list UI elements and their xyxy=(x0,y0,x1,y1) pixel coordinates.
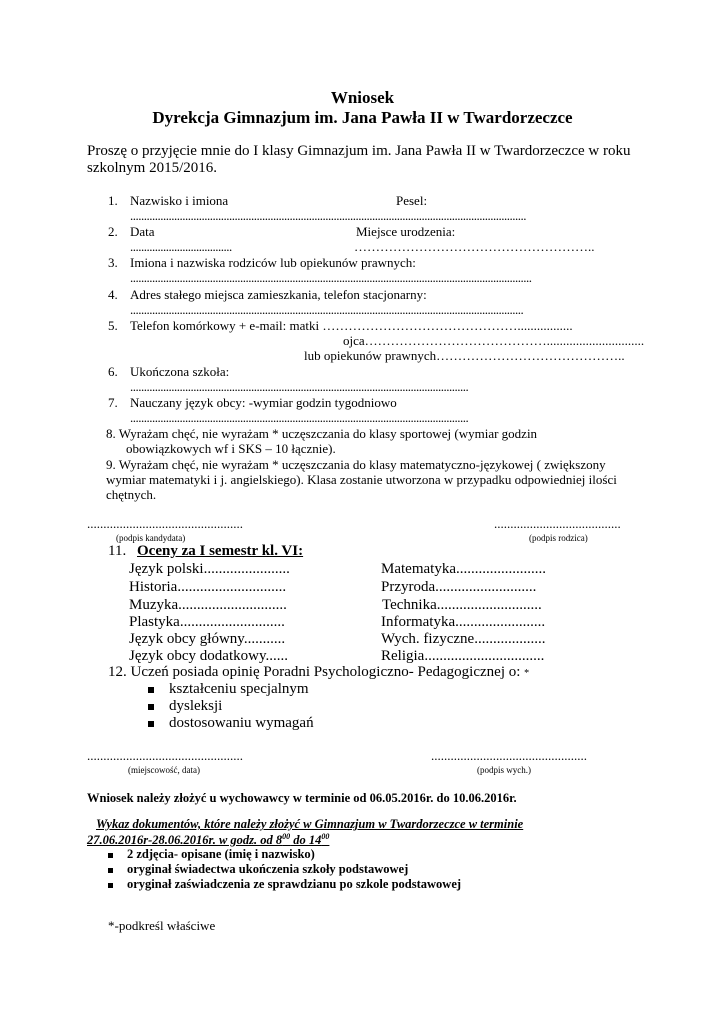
grade-left-row[interactable]: Plastyka............................ xyxy=(129,614,285,630)
opinion-option-label: kształceniu specjalnym xyxy=(169,681,309,697)
docs-item xyxy=(108,862,408,877)
bullet-square-icon xyxy=(148,721,154,727)
teacher-signature-line[interactable]: ................................................ xyxy=(431,748,587,763)
field-1-input-line[interactable]: ................................................................................................................................................ xyxy=(130,208,526,223)
opinion-line xyxy=(108,664,529,681)
opinion-option-label: dostosowaniu wymagań xyxy=(169,715,314,731)
field-6-label: Ukończona szkoła: xyxy=(130,364,230,379)
docs-item-label: oryginał świadectwa ukończenia szkoły podstawowej xyxy=(127,862,409,876)
grade-right-row[interactable]: Religia................................ xyxy=(381,648,545,664)
parent-signature-line[interactable]: ....................................... xyxy=(494,516,621,531)
field-7-number: 7. xyxy=(108,395,118,410)
teacher-signature-caption: (podpis wych.) xyxy=(477,765,531,775)
field-4-input-line[interactable]: ............................................................................................................................................... xyxy=(130,302,524,317)
bullet-square-icon xyxy=(108,883,113,888)
intro-line-1: Proszę o przyjęcie mnie do I klasy Gimnazjum im. Jana Pawła II w Twardorzeczce w roku xyxy=(87,143,631,159)
field-3-number: 3. xyxy=(108,255,118,270)
opinion-option[interactable] xyxy=(148,715,314,732)
opinion-star: * xyxy=(524,668,530,679)
bullet-square-icon xyxy=(108,868,113,873)
field-3-input-line[interactable]: .................................................................................................................................................. xyxy=(130,270,532,285)
grade-right-row[interactable]: Informatyka........................ xyxy=(381,614,546,630)
deadline-note: Wniosek należy złożyć u wychowawcy w terminie od 06.05.2016r. do 10.06.2016r. xyxy=(87,791,517,805)
document-title: Wniosek xyxy=(330,88,395,107)
bullet-square-icon xyxy=(148,704,154,710)
docs-item xyxy=(108,847,315,862)
birthdate-input-line[interactable]: ..................................... xyxy=(130,239,232,254)
grade-right-row[interactable]: Wych. fizyczne................... xyxy=(381,631,546,647)
grade-left-row[interactable]: Język polski....................... xyxy=(129,561,290,577)
grade-right-row[interactable]: Matematyka........................ xyxy=(381,561,546,577)
field-9-line-1: 9. Wyrażam chęć, nie wyrażam * uczęszczania do klasy matematyczno-językowej ( zwiększony xyxy=(106,457,606,472)
field-8-line-1: 8. Wyrażam chęć, nie wyrażam * uczęszczania do klasy sportowej (wymiar godzin xyxy=(106,426,538,441)
document-subtitle: Dyrekcja Gimnazjum im. Jana Pawła II w Twardorzeczce xyxy=(152,108,573,127)
opinion-option[interactable] xyxy=(148,698,222,715)
grade-left-row[interactable]: Język obcy główny........... xyxy=(129,631,286,647)
field-1-label: Nazwisko i imiona xyxy=(130,193,229,208)
opinion-option[interactable] xyxy=(148,681,309,698)
candidate-signature-caption: (podpis kandydata) xyxy=(116,533,186,543)
docs-dates: 27.06.2016r-28.06.2016r. w godz. od 8 xyxy=(87,833,283,848)
bullet-square-icon xyxy=(108,853,113,858)
docs-hour-sup-2: 00 xyxy=(321,832,330,841)
field-4-label: Adres stałego miejsca zamieszkania, telefon stacjonarny: xyxy=(130,287,427,302)
grade-left-row[interactable]: Język obcy dodatkowy...... xyxy=(129,648,288,664)
docs-heading-line-1: Wykaz dokumentów, które należy złożyć w Gimnazjum w Twardorzeczce w terminie xyxy=(96,817,524,831)
field-4-number: 4. xyxy=(108,287,118,302)
place-date-line[interactable]: ................................................ xyxy=(87,748,243,763)
docs-item-label: oryginał zaświadczenia ze sprawdzianu po szkole podstawowej xyxy=(127,877,462,891)
place-date-caption: (miejscowość, data) xyxy=(128,765,200,775)
grade-right-row[interactable]: Przyroda........................... xyxy=(381,579,537,595)
grades-number: 11. xyxy=(108,543,127,559)
grade-right-row[interactable]: Technika............................ xyxy=(382,597,542,613)
grade-left-row[interactable]: Muzyka............................. xyxy=(129,597,287,613)
field-9-line-2: wymiar matematyki i j. angielskiego). Klasa zostanie utworzona w przypadku odpowiedniej ilości xyxy=(106,472,617,487)
docs-hours-to: do 14 xyxy=(290,833,322,848)
docs-heading-line-2 xyxy=(87,832,329,848)
field-6-input-line[interactable]: ........................................................................................................................... xyxy=(130,379,469,394)
birthplace-input-line[interactable]: ……………………………………………….. xyxy=(354,239,595,254)
opinion-text: 12. Uczeń posiada opinię Poradni Psychologiczno- Pedagogicznej o: xyxy=(108,664,521,680)
footnote: *-podkreśl właściwe xyxy=(108,918,216,933)
father-phone-line[interactable]: ojca…………………………………….............................. xyxy=(343,333,645,348)
field-7-input-line[interactable]: ........................................................................................................................... xyxy=(130,410,469,425)
parent-signature-caption: (podpis rodzica) xyxy=(529,533,588,543)
field-6-number: 6. xyxy=(108,364,118,379)
field-7-label: Nauczany język obcy: -wymiar godzin tygodniowo xyxy=(130,395,397,410)
field-3-label: Imiona i nazwiska rodziców lub opiekunów prawnych: xyxy=(130,255,416,270)
field-2-number: 2. xyxy=(108,224,118,239)
candidate-signature-line[interactable]: ................................................ xyxy=(87,516,243,531)
field-9-line-3: chętnych. xyxy=(106,487,157,502)
grades-heading: Oceny za I semestr kl. VI: xyxy=(137,543,304,559)
opinion-option-label: dysleksji xyxy=(169,698,223,714)
field-2-label: Data xyxy=(130,224,155,239)
field-1-number: 1. xyxy=(108,193,118,208)
docs-hour-sup-1: 00 xyxy=(282,832,291,841)
intro-line-2: szkolnym 2015/2016. xyxy=(87,160,217,176)
docs-item xyxy=(108,877,461,892)
docs-item-label: 2 zdjęcia- opisane (imię i nazwisko) xyxy=(127,847,315,861)
bullet-square-icon xyxy=(148,687,154,693)
guardian-phone-line[interactable]: lub opiekunów prawnych…………………………………….. xyxy=(304,348,625,363)
birthplace-label: Miejsce urodzenia: xyxy=(356,224,456,239)
mother-phone-line[interactable]: Telefon komórkowy + e-mail: matki ………………………………………................. xyxy=(130,318,573,333)
field-8-line-2: obowiązkowych wf i SKS – 10 łącznie). xyxy=(126,441,336,456)
pesel-label: Pesel: xyxy=(396,193,428,208)
field-5-number: 5. xyxy=(108,318,118,333)
grade-left-row[interactable]: Historia............................. xyxy=(129,579,287,595)
